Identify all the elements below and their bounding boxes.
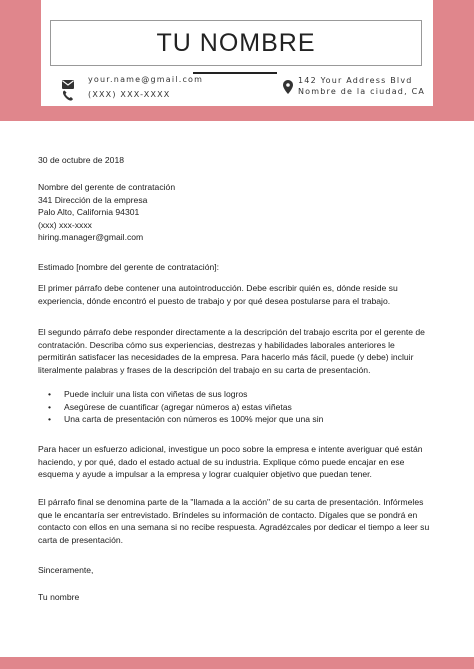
- paragraph-line: permitirán satisfacer las necesidades de la empresa. Para hacerlo más fácil, puede (y debe) incluir: [38, 352, 414, 363]
- email-text: your.name@gmail.com: [88, 75, 204, 84]
- list-item: • Una carta de presentación con números es 100% mejor que una sin: [38, 413, 323, 426]
- name-box: [50, 20, 422, 66]
- recipient-line: Palo Alto, California 94301: [38, 207, 140, 218]
- paragraph-line: contratación. Describa cómo sus experiencias, destrezas y habilidades laborales anteriores le: [38, 339, 395, 350]
- applicant-name: TU NOMBRE: [156, 29, 316, 57]
- address-line2: Nombre de la ciudad, CA: [298, 87, 426, 96]
- phone-text: (XXX) XXX-XXXX: [88, 90, 171, 99]
- paragraph-line: experiencia, dónde encontró el puesto de trabajo y por qué desea postularse para el trabajo.: [38, 295, 391, 306]
- paragraph-research: [38, 443, 438, 481]
- list-item: • Asegúrese de cuantificar (agregar números a) estas viñetas: [38, 401, 323, 414]
- location-pin-icon: [283, 80, 293, 99]
- paragraph-intro: [38, 282, 438, 307]
- recipient-line: 341 Dirección de la empresa: [38, 194, 148, 205]
- recipient-line: (xxx) xxx-xxxx: [38, 219, 92, 230]
- list-item: • Puede incluir una lista con viñetas de sus logros: [38, 388, 323, 401]
- paragraph-line: haciendo, y por qué, dado el estado actual de su industria. Explique cómo puede encajar en ese: [38, 456, 405, 467]
- recipient-block: [38, 181, 438, 244]
- paragraph-call-to-action: [38, 496, 438, 546]
- recipient-line: Nombre del gerente de contratación: [38, 182, 176, 192]
- achievements-list: [38, 388, 323, 426]
- paragraph-line: El primer párrafo debe contener una autointroducción. Debe escribir quién es, dónde reside su: [38, 283, 398, 293]
- paragraph-line: carta de presentación.: [38, 534, 124, 545]
- paragraph-line: literalmente palabras y frases de la descripción del trabajo en su carta de presentación.: [38, 364, 371, 375]
- paragraph-line: Para hacer un esfuerzo adicional, investigue un poco sobre la empresa e intente averiguar qué están: [38, 444, 423, 454]
- paragraph-line: El segundo párrafo debe responder directamente a la descripción del trabajo escrita por el gerente de: [38, 327, 425, 337]
- paragraph-line: contacto con ellos en una semana si no recibe respuesta. Agradézcales por dedicar el tiempo a leer su: [38, 522, 430, 533]
- footer-band: [0, 657, 474, 669]
- paragraph-line: El párrafo final se denomina parte de la "llamada a la acción" de su carta de presentación. Infórmeles: [38, 497, 424, 507]
- name-underline: [193, 72, 277, 74]
- salutation: Estimado [nombre del gerente de contratación]:: [38, 262, 220, 272]
- closing: Sinceramente,: [38, 565, 94, 575]
- signature-name: Tu nombre: [38, 592, 80, 602]
- address-line1: 142 Your Address Blvd: [298, 76, 413, 85]
- phone-icon: [62, 88, 74, 106]
- paragraph-line: esquema y ayude a impulsar a la empresa y lograr cualquier objetivo que puedan tener.: [38, 469, 372, 480]
- paragraph-line: que le encantaría ser entrevistado. Bríndeles su información de contacto. Dígales que se pondrá en: [38, 509, 418, 520]
- letter-date: 30 de octubre de 2018: [38, 155, 125, 165]
- recipient-line: hiring.manager@gmail.com: [38, 232, 144, 243]
- paragraph-experience: [38, 326, 438, 376]
